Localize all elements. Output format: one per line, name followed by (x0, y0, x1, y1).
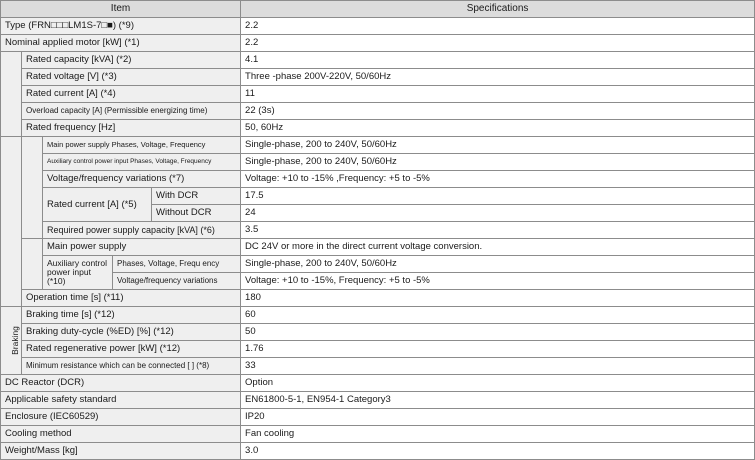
braking-duty-value: 50 (241, 324, 755, 341)
table-row (1, 426, 755, 443)
batt-aux-phases-value: Single-phase, 200 to 240V, 50/60Hz (241, 256, 755, 273)
table-row (1, 375, 755, 392)
without-dcr-value: 24 (241, 205, 755, 222)
table-row (1, 239, 755, 256)
table-row (1, 409, 755, 426)
batt-aux-phases-label: Phases, Voltage, Frequ ency (113, 256, 241, 273)
weight-value: 3.0 (241, 443, 755, 460)
table-row (1, 358, 755, 375)
table-row (1, 171, 755, 188)
cooling-label: Cooling method (1, 426, 241, 443)
safety-label: Applicable safety standard (1, 392, 241, 409)
batt-vf-label: Voltage/frequency variations (113, 273, 241, 290)
table-row (1, 392, 755, 409)
main-power-value: Single-phase, 200 to 240V, 50/60Hz (241, 137, 755, 154)
specifications-header: Specifications (241, 1, 755, 18)
table-row (1, 443, 755, 460)
rated-current-out-label: Rated current [A] (*4) (22, 86, 241, 103)
overload-value: 22 (3s) (241, 103, 755, 120)
braking-label: Braking (9, 325, 20, 355)
vf-variation-label: Voltage/frequency variations (*7) (43, 171, 241, 188)
type-value: 2.2 (241, 18, 755, 35)
nominal-motor-value: 2.2 (241, 35, 755, 52)
weight-label: Weight/Mass [kg] (1, 443, 241, 460)
nominal-motor-label: Nominal applied motor [kW] (*1) (1, 35, 241, 52)
rated-current-out-value: 11 (241, 86, 755, 103)
vf-variation-value: Voltage: +10 to -15% ,Frequency: +5 to -5% (241, 171, 755, 188)
table-row (1, 256, 755, 273)
op-time-label: Operation time [s] (*11) (22, 290, 241, 307)
table-row (1, 52, 755, 69)
aux-power-label: Auxiliary control power input Phases, Voltage, Frequency (43, 154, 241, 171)
rated-voltage-label: Rated voltage [V] (*3) (22, 69, 241, 86)
dc-reactor-value: Option (241, 375, 755, 392)
rated-current-in-label: Rated current [A] (*5) (43, 188, 152, 222)
table-row (1, 86, 755, 103)
braking-time-value: 60 (241, 307, 755, 324)
batt-main-label: Main power supply (43, 239, 241, 256)
battery-operation-group (22, 239, 43, 290)
with-dcr-label: With DCR (152, 188, 241, 205)
main-power-label: Main power supply Phases, Voltage, Frequency (43, 137, 241, 154)
table-row (1, 137, 755, 154)
with-dcr-value: 17.5 (241, 188, 755, 205)
table-row (1, 290, 755, 307)
table-row (1, 307, 755, 324)
table-row (1, 120, 755, 137)
aux-power-value: Single-phase, 200 to 240V, 50/60Hz (241, 154, 755, 171)
item-header: Item (1, 1, 241, 18)
type-label: Type (FRN□□□LM1S-7□■) (*9) (1, 18, 241, 35)
table-row (1, 222, 755, 239)
table-row (1, 154, 755, 171)
table-row (1, 324, 755, 341)
input-ratings-group (1, 137, 22, 307)
req-capacity-label: Required power supply capacity [kVA] (*6) (43, 222, 241, 239)
without-dcr-label: Without DCR (152, 205, 241, 222)
table-row (1, 18, 755, 35)
table-row (1, 103, 755, 120)
table-row (1, 188, 755, 205)
regen-power-label: Rated regenerative power [kW] (*12) (22, 341, 241, 358)
op-time-value: 180 (241, 290, 755, 307)
input-ratings-label: Input ratings (18, 197, 22, 245)
overload-label: Overload capacity [A] (Permissible energizing time) (22, 103, 241, 120)
safety-value: EN61800-5-1, EN954-1 Category3 (241, 392, 755, 409)
dc-reactor-label: DC Reactor (DCR) (1, 375, 241, 392)
rated-freq-value: 50, 60Hz (241, 120, 755, 137)
braking-time-label: Braking time [s] (*12) (22, 307, 241, 324)
batt-vf-value: Voltage: +10 to -15%, Frequency: +5 to -5% (241, 273, 755, 290)
enclosure-label: Enclosure (IEC60529) (1, 409, 241, 426)
min-resistance-value: 33 (241, 358, 755, 375)
braking-group (1, 307, 22, 375)
table-row (1, 69, 755, 86)
rated-freq-label: Rated frequency [Hz] (22, 120, 241, 137)
enclosure-value: IP20 (241, 409, 755, 426)
rated-capacity-value: 4.1 (241, 52, 755, 69)
normal-operation-group (22, 137, 43, 239)
table-row (1, 341, 755, 358)
cooling-value: Fan cooling (241, 426, 755, 443)
regen-power-value: 1.76 (241, 341, 755, 358)
output-ratings-group (1, 52, 22, 137)
header-row (1, 1, 755, 18)
table-row (1, 35, 755, 52)
batt-aux-label: Auxiliary control power input (*10) (43, 256, 113, 290)
req-capacity-value: 3.5 (241, 222, 755, 239)
braking-duty-label: Braking duty-cycle (%ED) [%] (*12) (22, 324, 241, 341)
batt-main-value: DC 24V or more in the direct current voltage conversion. (241, 239, 755, 256)
table-row (1, 273, 755, 290)
rated-voltage-value: Three -phase 200V-220V, 50/60Hz (241, 69, 755, 86)
rated-capacity-label: Rated capacity [kVA] (*2) (22, 52, 241, 69)
min-resistance-label: Minimum resistance which can be connected [ ] (*8) (22, 358, 241, 375)
